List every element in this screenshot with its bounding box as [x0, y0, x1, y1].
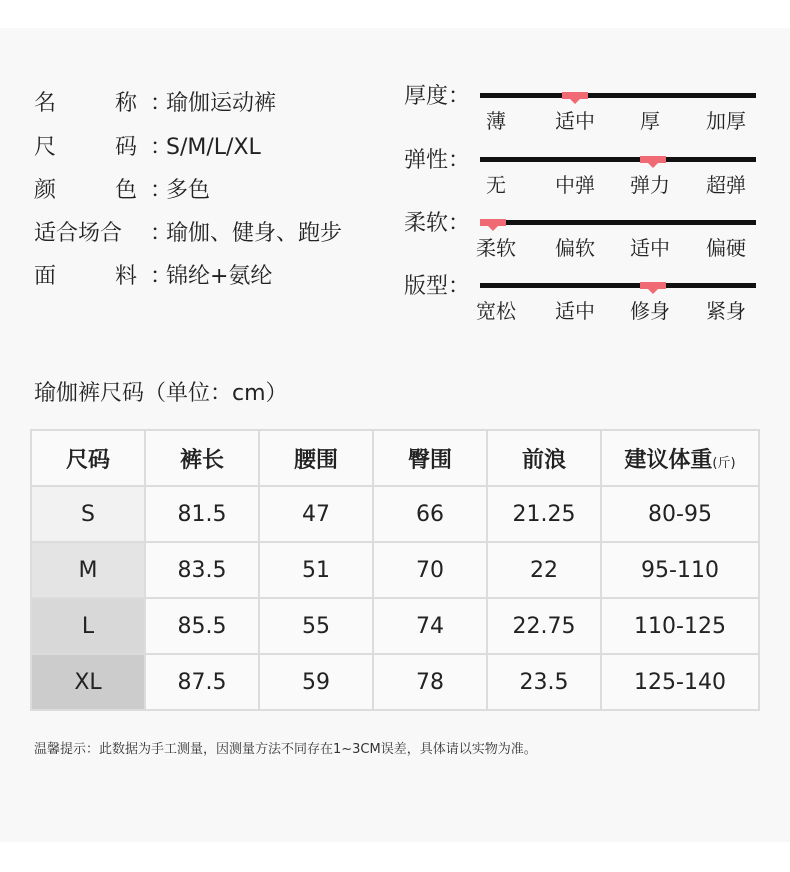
scale-option: 偏硬: [706, 236, 746, 260]
info-fabric-key2: 料: [115, 264, 138, 289]
scale-option: 宽松: [476, 299, 516, 323]
scale-option: 紧身: [706, 299, 746, 323]
cell-hip: 74: [373, 598, 487, 654]
scale-option: 弹力: [630, 173, 670, 197]
info-color-value: 多色: [166, 178, 211, 203]
info-occasion-value: 瑜伽、健身、跑步: [166, 221, 343, 246]
scale-option: 厚: [640, 109, 660, 133]
cell-length: 81.5: [145, 486, 259, 542]
header-weight-label: 建议体重: [624, 447, 713, 473]
cell-length: 87.5: [145, 654, 259, 710]
scale-option: 适中: [630, 236, 670, 260]
scale-option: 偏软: [555, 236, 595, 260]
info-size-key1: 尺: [34, 135, 57, 160]
info-name-key2: 称: [115, 91, 138, 116]
scale-bar: [480, 283, 756, 288]
cell-hip: 78: [373, 654, 487, 710]
header-length: 裤长: [145, 430, 259, 486]
cell-length: 83.5: [145, 542, 259, 598]
header-weight-unit: (斤): [712, 455, 736, 471]
scale-option: 适中: [555, 109, 595, 133]
size-table: [30, 429, 760, 711]
header-weight: [601, 430, 759, 486]
size-table-header: [31, 430, 759, 486]
scale-bar: [480, 157, 756, 162]
info-color-key1: 颜: [34, 178, 57, 203]
cell-waist: 47: [259, 486, 373, 542]
cell-size: XL: [31, 654, 145, 710]
scale-option: 超弹: [706, 173, 746, 197]
scale-label: 版型：: [404, 274, 471, 299]
cell-rise: 21.25: [487, 486, 601, 542]
cell-size: L: [31, 598, 145, 654]
cell-rise: 23.5: [487, 654, 601, 710]
info-color-key2: 色: [115, 178, 138, 203]
cell-waist: 55: [259, 598, 373, 654]
scale-bar: [480, 93, 756, 98]
scale-label: 柔软：: [404, 211, 471, 236]
cell-weight: 125-140: [601, 654, 759, 710]
header-size: 尺码: [31, 430, 145, 486]
cell-size: S: [31, 486, 145, 542]
info-occasion-key: 适合场合: [34, 221, 123, 246]
info-size-value: S/M/L/XL: [166, 135, 261, 160]
cell-rise: 22: [487, 542, 601, 598]
scale-marker: [480, 219, 506, 226]
info-size-key2: 码: [115, 135, 138, 160]
cell-weight: 80-95: [601, 486, 759, 542]
info-occasion-colon: ：: [150, 221, 173, 246]
info-name-colon: ：: [150, 91, 173, 116]
table-row: [31, 542, 759, 598]
cell-hip: 66: [373, 486, 487, 542]
info-fabric-key1: 面: [34, 264, 57, 289]
header-rise: 前浪: [487, 430, 601, 486]
cell-hip: 70: [373, 542, 487, 598]
table-row: [31, 598, 759, 654]
scale-label: 厚度：: [404, 84, 471, 109]
scale-marker: [562, 92, 588, 99]
scale-bar: [480, 220, 756, 225]
cell-waist: 59: [259, 654, 373, 710]
info-name-value: 瑜伽运动裤: [166, 91, 277, 116]
cell-rise: 22.75: [487, 598, 601, 654]
scale-option: 中弹: [555, 173, 595, 197]
cell-length: 85.5: [145, 598, 259, 654]
scale-marker: [640, 156, 666, 163]
info-size-colon: ：: [150, 135, 173, 160]
cell-weight: 95-110: [601, 542, 759, 598]
table-row: [31, 654, 759, 710]
info-fabric-value: 锦纶+氨纶: [166, 264, 273, 289]
info-color-colon: ：: [150, 178, 173, 203]
scale-option: 薄: [486, 109, 506, 133]
info-fabric-colon: ：: [150, 264, 173, 289]
table-row: [31, 486, 759, 542]
size-table-title: 瑜伽裤尺码（单位：cm）: [34, 381, 288, 406]
cell-size: M: [31, 542, 145, 598]
info-name-key1: 名: [34, 91, 57, 116]
scale-option: 适中: [555, 299, 595, 323]
header-waist: 腰围: [259, 430, 373, 486]
scale-option: 修身: [630, 299, 670, 323]
scale-marker: [640, 282, 666, 289]
cell-weight: 110-125: [601, 598, 759, 654]
header-hip: 臀围: [373, 430, 487, 486]
scale-option: 柔软: [476, 236, 516, 260]
cell-waist: 51: [259, 542, 373, 598]
scale-option: 无: [486, 173, 506, 197]
measurement-note: 温馨提示：此数据为手工测量，因测量方法不同存在1~3CM误差，具体请以实物为准。: [34, 742, 537, 757]
scale-label: 弹性：: [404, 148, 471, 173]
scale-option: 加厚: [706, 109, 746, 133]
